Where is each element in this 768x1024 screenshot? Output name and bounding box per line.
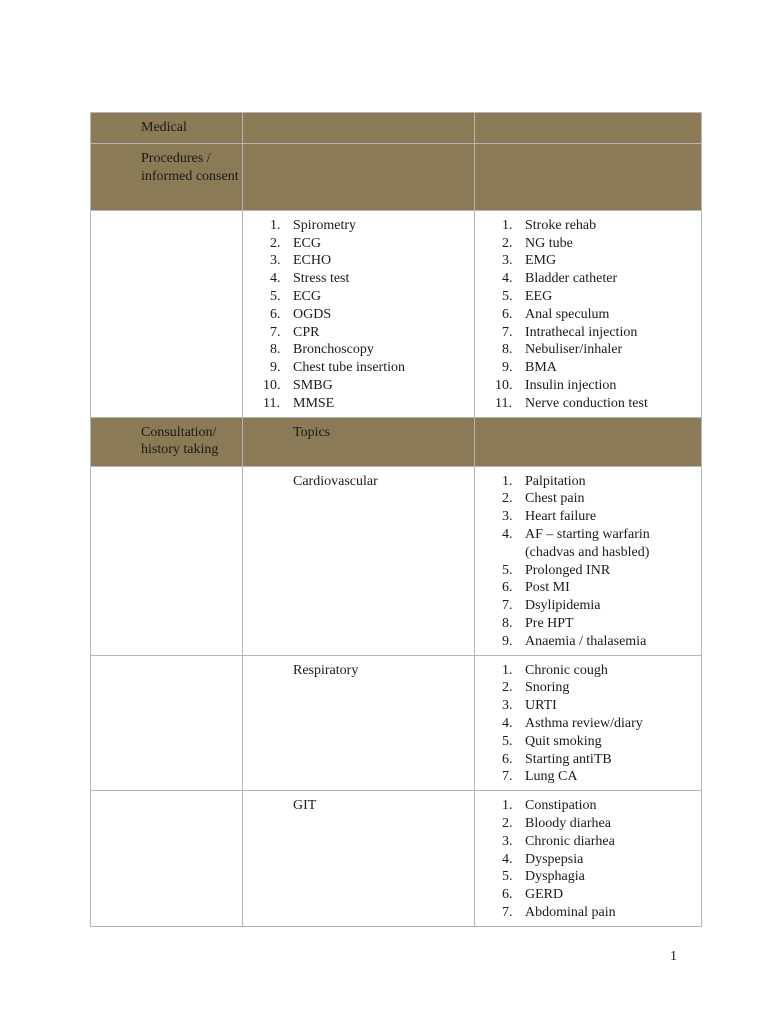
list-item-text: Anaemia / thalasemia	[525, 633, 647, 649]
list-item	[475, 306, 701, 324]
list-item-number: 7.	[502, 769, 513, 785]
list-item-text: Abdominal pain	[525, 904, 616, 920]
procedures-list-row	[91, 210, 702, 417]
list-item	[475, 562, 701, 580]
list-item-number: 8.	[502, 342, 513, 358]
list-item-text: Spirometry	[293, 217, 356, 233]
topic-row-respiratory	[91, 655, 702, 791]
list-item-number: 1.	[502, 217, 513, 233]
list-item-number: 2.	[502, 235, 513, 251]
list-item	[243, 359, 474, 377]
list-item	[475, 288, 701, 306]
list-item-number: 7.	[502, 904, 513, 920]
empty-cell	[91, 210, 243, 417]
topic-name: Respiratory	[243, 655, 475, 791]
procedures-list-right	[475, 217, 701, 413]
list-item-text: Intrathecal injection	[525, 324, 638, 340]
list-item-number: 3.	[502, 833, 513, 849]
list-item-text: EEG	[525, 288, 553, 304]
list-item-number: 6.	[502, 887, 513, 903]
list-item	[243, 341, 474, 359]
list-item-text: SMBG	[293, 377, 333, 393]
list-item	[475, 751, 701, 769]
list-item	[475, 733, 701, 751]
list-item-number: 8.	[270, 342, 281, 358]
list-item-number: 2.	[502, 815, 513, 831]
list-item-number: 9.	[502, 633, 513, 649]
list-item-text: ECG	[293, 288, 321, 304]
list-item-text: Bronchoscopy	[293, 342, 374, 358]
section-label-medical: Medical	[91, 113, 243, 144]
list-item-number: 4.	[502, 715, 513, 731]
list-item-number: 4.	[270, 271, 281, 287]
list-item	[475, 395, 701, 413]
list-item-number: 5.	[502, 733, 513, 749]
list-item	[475, 526, 701, 562]
list-item	[475, 235, 701, 253]
curriculum-table	[90, 112, 702, 927]
topic-items-list	[475, 797, 701, 922]
page-number: 1	[670, 949, 677, 964]
list-item-number: 2.	[502, 491, 513, 507]
list-item-text: Anal speculum	[525, 306, 610, 322]
list-item-number: 3.	[502, 253, 513, 269]
list-item	[475, 252, 701, 270]
list-item-number: 6.	[270, 306, 281, 322]
list-item-text: Prolonged INR	[525, 562, 611, 578]
list-item	[475, 217, 701, 235]
list-item	[475, 868, 701, 886]
header-cell-empty	[475, 143, 702, 210]
list-item-text: Bladder catheter	[525, 271, 618, 287]
list-item	[475, 662, 701, 680]
list-item	[475, 324, 701, 342]
list-item-text: URTI	[525, 698, 557, 714]
list-item-number: 10.	[495, 377, 513, 393]
topics-heading: Topics	[243, 417, 475, 466]
list-item-text: Lung CA	[525, 769, 578, 785]
list-item	[475, 377, 701, 395]
list-item-text: Palpitation	[525, 473, 586, 489]
list-item-text: AF – starting warfarin (chadvas and hasbled)	[525, 526, 650, 560]
empty-cell	[91, 791, 243, 927]
list-item-number: 11.	[495, 395, 512, 411]
list-item-number: 1.	[270, 217, 281, 233]
list-item-text: NG tube	[525, 235, 573, 251]
list-item-number: 6.	[502, 751, 513, 767]
header-cell-empty	[243, 143, 475, 210]
list-item-number: 3.	[502, 509, 513, 525]
procedures-list-right-cell	[475, 210, 702, 417]
list-item-number: 4.	[502, 526, 513, 542]
list-item	[475, 833, 701, 851]
list-item	[475, 341, 701, 359]
list-item	[475, 633, 701, 651]
list-item	[243, 395, 474, 413]
list-item-number: 8.	[502, 615, 513, 631]
list-item-number: 5.	[270, 288, 281, 304]
list-item-text: Post MI	[525, 580, 570, 596]
list-item	[475, 697, 701, 715]
list-item	[475, 508, 701, 526]
section-label-consultation: Consultation/ history taking	[91, 417, 243, 466]
section-label-procedures: Procedures / informed consent	[91, 143, 243, 210]
list-item	[475, 715, 701, 733]
list-item-text: EMG	[525, 253, 557, 269]
list-item-text: Heart failure	[525, 509, 597, 525]
list-item	[475, 679, 701, 697]
topic-items-list	[475, 473, 701, 651]
list-item-text: BMA	[525, 360, 557, 376]
list-item-text: Stroke rehab	[525, 217, 597, 233]
topic-items-cell	[475, 791, 702, 927]
list-item	[475, 359, 701, 377]
list-item-text: ECG	[293, 235, 321, 251]
topic-name: Cardiovascular	[243, 466, 475, 655]
list-item-number: 9.	[502, 360, 513, 376]
list-item-number: 2.	[270, 235, 281, 251]
list-item	[475, 473, 701, 491]
list-item-text: MMSE	[293, 395, 335, 411]
list-item	[475, 615, 701, 633]
list-item-text: CPR	[293, 324, 320, 340]
list-item	[475, 270, 701, 288]
topic-items-cell	[475, 655, 702, 791]
list-item	[475, 886, 701, 904]
list-item-text: Dyspepsia	[525, 851, 584, 867]
list-item-number: 5.	[502, 562, 513, 578]
list-item-text: ECHO	[293, 253, 332, 269]
list-item-text: Chronic cough	[525, 662, 608, 678]
list-item-number: 11.	[263, 395, 280, 411]
list-item	[243, 235, 474, 253]
list-item-number: 2.	[502, 680, 513, 696]
list-item-number: 6.	[502, 580, 513, 596]
list-item-number: 7.	[502, 324, 513, 340]
header-row-procedures	[91, 143, 702, 210]
list-item-number: 1.	[502, 798, 513, 814]
list-item-number: 4.	[502, 851, 513, 867]
list-item	[475, 904, 701, 922]
header-row-medical	[91, 113, 702, 144]
list-item-number: 5.	[502, 869, 513, 885]
list-item-text: Asthma review/diary	[525, 715, 643, 731]
list-item-text: Bloody diarhea	[525, 815, 611, 831]
list-item-text: Dysphagia	[525, 869, 585, 885]
list-item-text: OGDS	[293, 306, 332, 322]
list-item	[475, 851, 701, 869]
list-item-text: GERD	[525, 887, 564, 903]
header-cell-empty	[243, 113, 475, 144]
list-item-text: Starting antiTB	[525, 751, 612, 767]
list-item-number: 4.	[502, 271, 513, 287]
list-item	[475, 815, 701, 833]
empty-cell	[91, 466, 243, 655]
list-item	[475, 597, 701, 615]
topic-items-cell	[475, 466, 702, 655]
list-item-text: Insulin injection	[525, 377, 617, 393]
list-item	[475, 768, 701, 786]
topic-name: GIT	[243, 791, 475, 927]
list-item-number: 7.	[502, 598, 513, 614]
list-item	[243, 324, 474, 342]
list-item-text: Dsylipidemia	[525, 598, 601, 614]
header-row-consultation	[91, 417, 702, 466]
list-item	[243, 306, 474, 324]
list-item-text: Chest tube insertion	[293, 360, 405, 376]
procedures-list-left-cell	[243, 210, 475, 417]
list-item-number: 1.	[502, 662, 513, 678]
list-item	[475, 797, 701, 815]
list-item	[475, 579, 701, 597]
list-item-text: Nerve conduction test	[525, 395, 648, 411]
topic-items-list	[475, 662, 701, 787]
list-item	[243, 252, 474, 270]
list-item-text: Snoring	[525, 680, 570, 696]
header-cell-empty	[475, 113, 702, 144]
list-item-number: 9.	[270, 360, 281, 376]
empty-cell	[91, 655, 243, 791]
list-item-text: Constipation	[525, 798, 597, 814]
list-item	[243, 288, 474, 306]
topic-row-cardiovascular	[91, 466, 702, 655]
list-item-number: 1.	[502, 473, 513, 489]
procedures-list-left	[243, 217, 474, 413]
list-item	[243, 270, 474, 288]
list-item-number: 7.	[270, 324, 281, 340]
list-item-text: Stress test	[293, 271, 350, 287]
list-item-text: Chronic diarhea	[525, 833, 615, 849]
header-cell-empty	[475, 417, 702, 466]
list-item	[475, 490, 701, 508]
list-item-text: Quit smoking	[525, 733, 602, 749]
list-item-text: Chest pain	[525, 491, 585, 507]
list-item-number: 3.	[270, 253, 281, 269]
list-item-number: 3.	[502, 698, 513, 714]
list-item-number: 10.	[263, 377, 281, 393]
list-item-number: 6.	[502, 306, 513, 322]
topic-row-git	[91, 791, 702, 927]
list-item	[243, 377, 474, 395]
list-item	[243, 217, 474, 235]
list-item-text: Nebuliser/inhaler	[525, 342, 623, 358]
list-item-number: 5.	[502, 288, 513, 304]
list-item-text: Pre HPT	[525, 615, 574, 631]
